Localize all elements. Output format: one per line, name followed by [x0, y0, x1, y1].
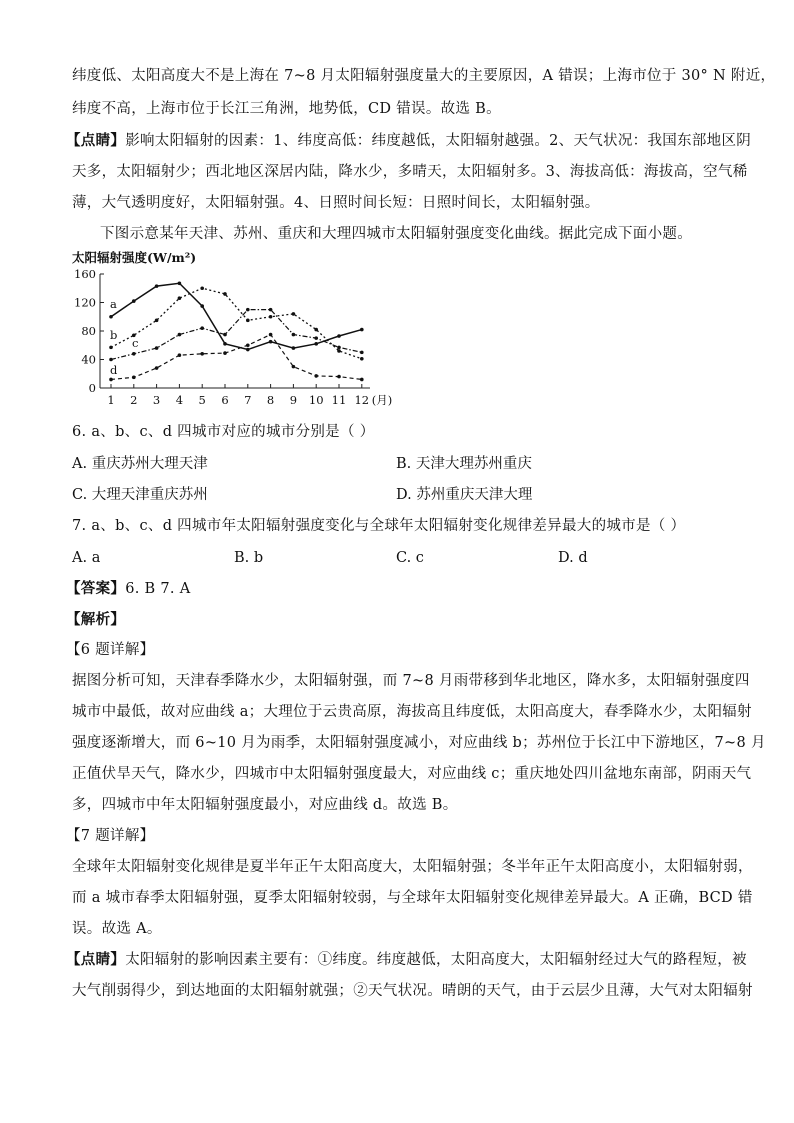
- answer-line: [66, 579, 191, 599]
- data-point-c: [178, 333, 182, 337]
- q7-option-c[interactable]: C. c: [396, 550, 424, 566]
- data-point-d: [109, 378, 113, 382]
- q7-option-a[interactable]: A. a: [72, 550, 101, 566]
- series-line-b: [111, 288, 362, 359]
- data-point-a: [200, 304, 204, 308]
- x-tick-label: 6: [221, 393, 229, 407]
- text-line-5: 薄，大气透明度好，太阳辐射强。4、日照时间长短：日照时间长，太阳辐射强。: [72, 195, 600, 211]
- data-point-a: [360, 328, 364, 332]
- data-point-b: [155, 319, 159, 323]
- detail6-line-3: 强度逐渐增大，而 6~10 月为雨季，太阳辐射强度减小，对应曲线 b；苏州位于长江中下游地区，7~8 月: [72, 735, 766, 751]
- y-tick-label: 120: [74, 295, 96, 310]
- series-label-b: b: [110, 328, 118, 342]
- answer-text: 6. B 7. A: [125, 581, 191, 597]
- text-line-2: 纬度不高，上海市位于长江三角洲，地势低，CD 错误。故选 B。: [72, 101, 501, 117]
- q7-option-d[interactable]: D. d: [558, 550, 588, 566]
- chart-ylabel: 太阳辐射强度(W/m²): [72, 250, 197, 265]
- detail7-line-2: 而 a 城市春季太阳辐射强，夏季太阳辐射较弱，与全球年太阳辐射变化规律差异最大。A 正确，BCD 错: [72, 890, 753, 906]
- tip-tag: 【点睛】: [66, 133, 126, 149]
- detail6-heading: 【6 题详解】: [66, 642, 155, 658]
- data-point-d: [223, 351, 227, 355]
- data-point-c: [269, 308, 273, 312]
- answer-tag: 【答案】: [66, 581, 126, 597]
- question-6: 6. a、b、c、d 四城市对应的城市分别是（ ）: [72, 424, 375, 440]
- series-label-c: c: [132, 336, 139, 350]
- data-point-b: [337, 349, 341, 353]
- x-tick-label: 11: [331, 393, 347, 407]
- detail7-line-1: 全球年太阳辐射变化规律是夏半年正午太阳高度大，太阳辐射强；冬半年正午太阳高度小，太阳辐射弱，: [72, 859, 753, 875]
- data-point-a: [246, 348, 250, 352]
- data-point-d: [200, 352, 204, 356]
- analysis-heading: [66, 610, 125, 630]
- x-tick-label: 10: [308, 393, 324, 407]
- data-point-b: [200, 286, 204, 290]
- chart-axes: [74, 267, 392, 407]
- q6-option-d[interactable]: D. 苏州重庆天津大理: [396, 487, 533, 503]
- data-point-b: [360, 357, 364, 361]
- data-point-c: [337, 346, 341, 350]
- tip-text: 影响太阳辐射的因素：1、纬度高低：纬度越低，太阳辐射越强。2、天气状况：我国东部地区阴: [125, 133, 752, 149]
- series-label-d: d: [110, 363, 118, 377]
- y-tick-label: 80: [81, 324, 96, 338]
- data-point-b: [246, 319, 250, 323]
- chart-plot-area: [109, 281, 363, 381]
- x-tick-label: 5: [198, 393, 206, 407]
- detail6-line-2: 城市中最低，故对应曲线 a；大理位于云贵高原，海拔高且纬度低，太阳高度大，春季降水少，太阳辐射: [72, 704, 752, 720]
- text-line-3: [66, 131, 751, 151]
- y-tick-label: 40: [81, 352, 96, 367]
- data-point-c: [292, 333, 296, 337]
- text-line-6: 下图示意某年天津、苏州、重庆和大理四城市太阳辐射强度变化曲线。据此完成下面小题。: [100, 226, 692, 242]
- detail6-line-5: 多，四城市中年太阳辐射强度最小，对应曲线 d。故选 B。: [72, 797, 458, 813]
- q6-option-b[interactable]: B. 天津大理苏州重庆: [396, 456, 532, 472]
- x-tick-label: 8: [266, 393, 275, 407]
- x-tick-label: 3: [152, 393, 161, 407]
- detail7-line-3: 误。故选 A。: [72, 921, 162, 937]
- data-point-c: [132, 352, 136, 356]
- series-line-a: [111, 283, 362, 349]
- data-point-b: [223, 292, 227, 296]
- detail7-heading: 【7 题详解】: [66, 828, 155, 844]
- y-tick-label: 160: [74, 267, 96, 281]
- data-point-c: [200, 326, 204, 330]
- data-point-a: [178, 281, 182, 285]
- detail7-tip-tag: 【点睛】: [66, 952, 126, 968]
- detail7-tip-line-1: [66, 950, 747, 970]
- x-tick-label: 9: [289, 393, 298, 407]
- q6-option-c[interactable]: C. 大理天津重庆苏州: [72, 487, 208, 503]
- data-point-c: [246, 308, 250, 312]
- data-point-d: [337, 375, 341, 379]
- q7-option-b[interactable]: B. b: [234, 550, 264, 566]
- data-point-a: [109, 315, 113, 319]
- series-line-c: [111, 310, 362, 360]
- data-point-a: [223, 342, 227, 346]
- detail6-line-4: 正值伏旱天气，降水少，四城市中太阳辐射强度最大，对应曲线 c；重庆地处四川盆地东南部，阴雨天气: [72, 766, 752, 782]
- data-point-a: [314, 342, 318, 346]
- question-7: 7. a、b、c、d 四城市年太阳辐射强度变化与全球年太阳辐射变化规律差异最大的城市是（ ）: [72, 518, 686, 534]
- data-point-c: [314, 336, 318, 340]
- data-point-b: [109, 346, 113, 350]
- x-axis-label: (月): [371, 393, 393, 407]
- data-point-b: [269, 315, 273, 319]
- data-point-d: [314, 374, 318, 378]
- q6-option-a[interactable]: A. 重庆苏州大理天津: [72, 456, 208, 472]
- data-point-d: [292, 365, 296, 369]
- text-line-4: 天多，太阳辐射少；西北地区深居内陆，降水少，多晴天，太阳辐射多。3、海拔高低：海拔高，空气稀: [72, 164, 748, 180]
- x-tick-label: 12: [354, 393, 370, 407]
- detail7-tip-line-2: 大气削弱得少，到达地面的太阳辐射就强；②天气状况。晴朗的天气，由于云层少且薄，大气对太阳辐射: [72, 983, 753, 999]
- text-line-1: 纬度低、太阳高度大不是上海在 7~8 月太阳辐射强度量大的主要原因，A 错误；上海市位于 30° N 附近，: [72, 68, 776, 84]
- x-tick-label: 7: [244, 393, 252, 407]
- data-point-d: [178, 353, 182, 357]
- analysis-tag: 【解析】: [66, 612, 126, 628]
- data-point-d: [132, 376, 136, 380]
- data-point-b: [314, 328, 318, 332]
- data-point-a: [269, 340, 273, 344]
- data-point-a: [292, 346, 296, 350]
- x-tick-label: 2: [130, 393, 138, 407]
- data-point-c: [223, 333, 227, 337]
- detail6-line-1: 据图分析可知，天津春季降水少，太阳辐射强，而 7~8 月雨带移到华北地区，降水多，太阳辐射强度四: [72, 673, 750, 689]
- series-label-a: a: [110, 297, 117, 311]
- data-point-c: [360, 351, 364, 355]
- detail7-tip-text-1: 太阳辐射的影响因素主要有：①纬度。纬度越低，太阳高度大，太阳辐射经过大气的路程短，被: [125, 952, 747, 968]
- data-point-d: [269, 333, 273, 337]
- data-point-b: [178, 296, 182, 300]
- data-point-c: [109, 358, 113, 362]
- data-point-a: [155, 284, 159, 288]
- data-point-b: [292, 312, 296, 316]
- y-tick-label: 0: [88, 381, 96, 395]
- solar-radiation-chart: [70, 248, 400, 413]
- data-point-d: [155, 366, 159, 370]
- x-tick-label: 1: [107, 393, 115, 407]
- data-point-a: [132, 299, 136, 303]
- data-point-c: [155, 346, 159, 350]
- data-point-a: [337, 334, 341, 338]
- x-tick-label: 4: [175, 393, 184, 407]
- data-point-d: [246, 343, 250, 347]
- data-point-d: [360, 378, 364, 382]
